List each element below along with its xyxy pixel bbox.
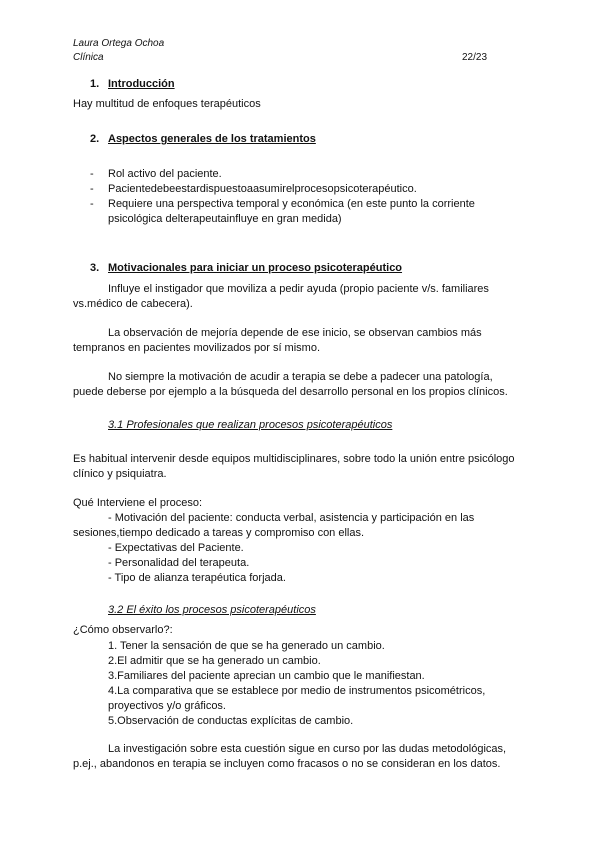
list-item: 1. Tener la sensación de que se ha generado un cambio.	[108, 640, 385, 652]
bullet-item-continuation: psicológica delterapeutainfluye en gran medida)	[108, 213, 342, 225]
section-3-number: 3.	[90, 262, 100, 274]
list-intro: Qué Interviene el proceso:	[73, 497, 203, 509]
section-1-text: Hay multitud de enfoques terapéuticos	[73, 98, 261, 110]
paragraph-line: p.ej., abandonos en terapia se incluyen como fracasos o no se consideran en los datos.	[73, 758, 501, 770]
section-3-title: Motivacionales para iniciar un proceso psicoterapéutico	[108, 262, 403, 274]
page-number: 22/23	[462, 52, 488, 63]
section-1-number: 1.	[90, 78, 100, 90]
list-intro: ¿Cómo observarlo?:	[73, 624, 173, 636]
list-item-continuation: proyectivos y/o gráficos.	[108, 700, 226, 712]
header-subject: Clínica	[73, 52, 104, 63]
bullet-marker: -	[90, 198, 94, 210]
list-item: - Tipo de alianza terapéutica forjada.	[108, 572, 286, 584]
section-1-title: Introducción	[108, 78, 175, 90]
subsection-3-1-title: 3.1 Profesionales que realizan procesos psicoterapéuticos	[108, 419, 393, 431]
paragraph-line: No siempre la motivación de acudir a terapia se debe a padecer una patología,	[108, 371, 493, 383]
list-item: 5.Observación de conductas explícitas de cambio.	[108, 715, 354, 727]
list-item: - Motivación del paciente: conducta verbal, asistencia y participación en las	[108, 512, 475, 524]
list-item: - Expectativas del Paciente.	[108, 542, 244, 554]
paragraph-line: puede deberse por ejemplo a la búsqueda del desarrollo personal en los propios clínicos.	[73, 386, 508, 398]
list-item: 4.La comparativa que se establece por medio de instrumentos psicométricos,	[108, 685, 486, 697]
header-author: Laura Ortega Ochoa	[73, 38, 165, 49]
paragraph-line: Es habitual intervenir desde equipos multidisciplinares, sobre todo la unión entre psicólogo	[73, 453, 515, 465]
paragraph-line: La investigación sobre esta cuestión sigue en curso por las dudas metodológicas,	[108, 743, 507, 755]
list-item: 3.Familiares del paciente aprecian un cambio que le manifiestan.	[108, 670, 425, 682]
list-item: - Personalidad del terapeuta.	[108, 557, 250, 569]
subsection-3-2-title: 3.2 El éxito los procesos psicoterapéuticos	[108, 604, 316, 616]
paragraph-line: tempranos en pacientes movilizados por sí mismo.	[73, 342, 320, 354]
list-item-continuation: sesiones,tiempo dedicado a tareas y compromiso con ellas.	[73, 527, 365, 539]
paragraph-line: La observación de mejoría depende de ese inicio, se observan cambios más	[108, 327, 482, 339]
list-item: 2.El admitir que se ha generado un cambio.	[108, 655, 321, 667]
paragraph-line: vs.médico de cabecera).	[73, 298, 193, 310]
bullet-marker: -	[90, 168, 94, 180]
section-2-title: Aspectos generales de los tratamientos	[108, 133, 316, 145]
section-2-number: 2.	[90, 133, 100, 145]
paragraph-line: clínico y psiquiatra.	[73, 468, 167, 480]
bullet-marker: -	[90, 183, 94, 195]
paragraph-line: Influye el instigador que moviliza a pedir ayuda (propio paciente v/s. familiares	[108, 283, 489, 295]
